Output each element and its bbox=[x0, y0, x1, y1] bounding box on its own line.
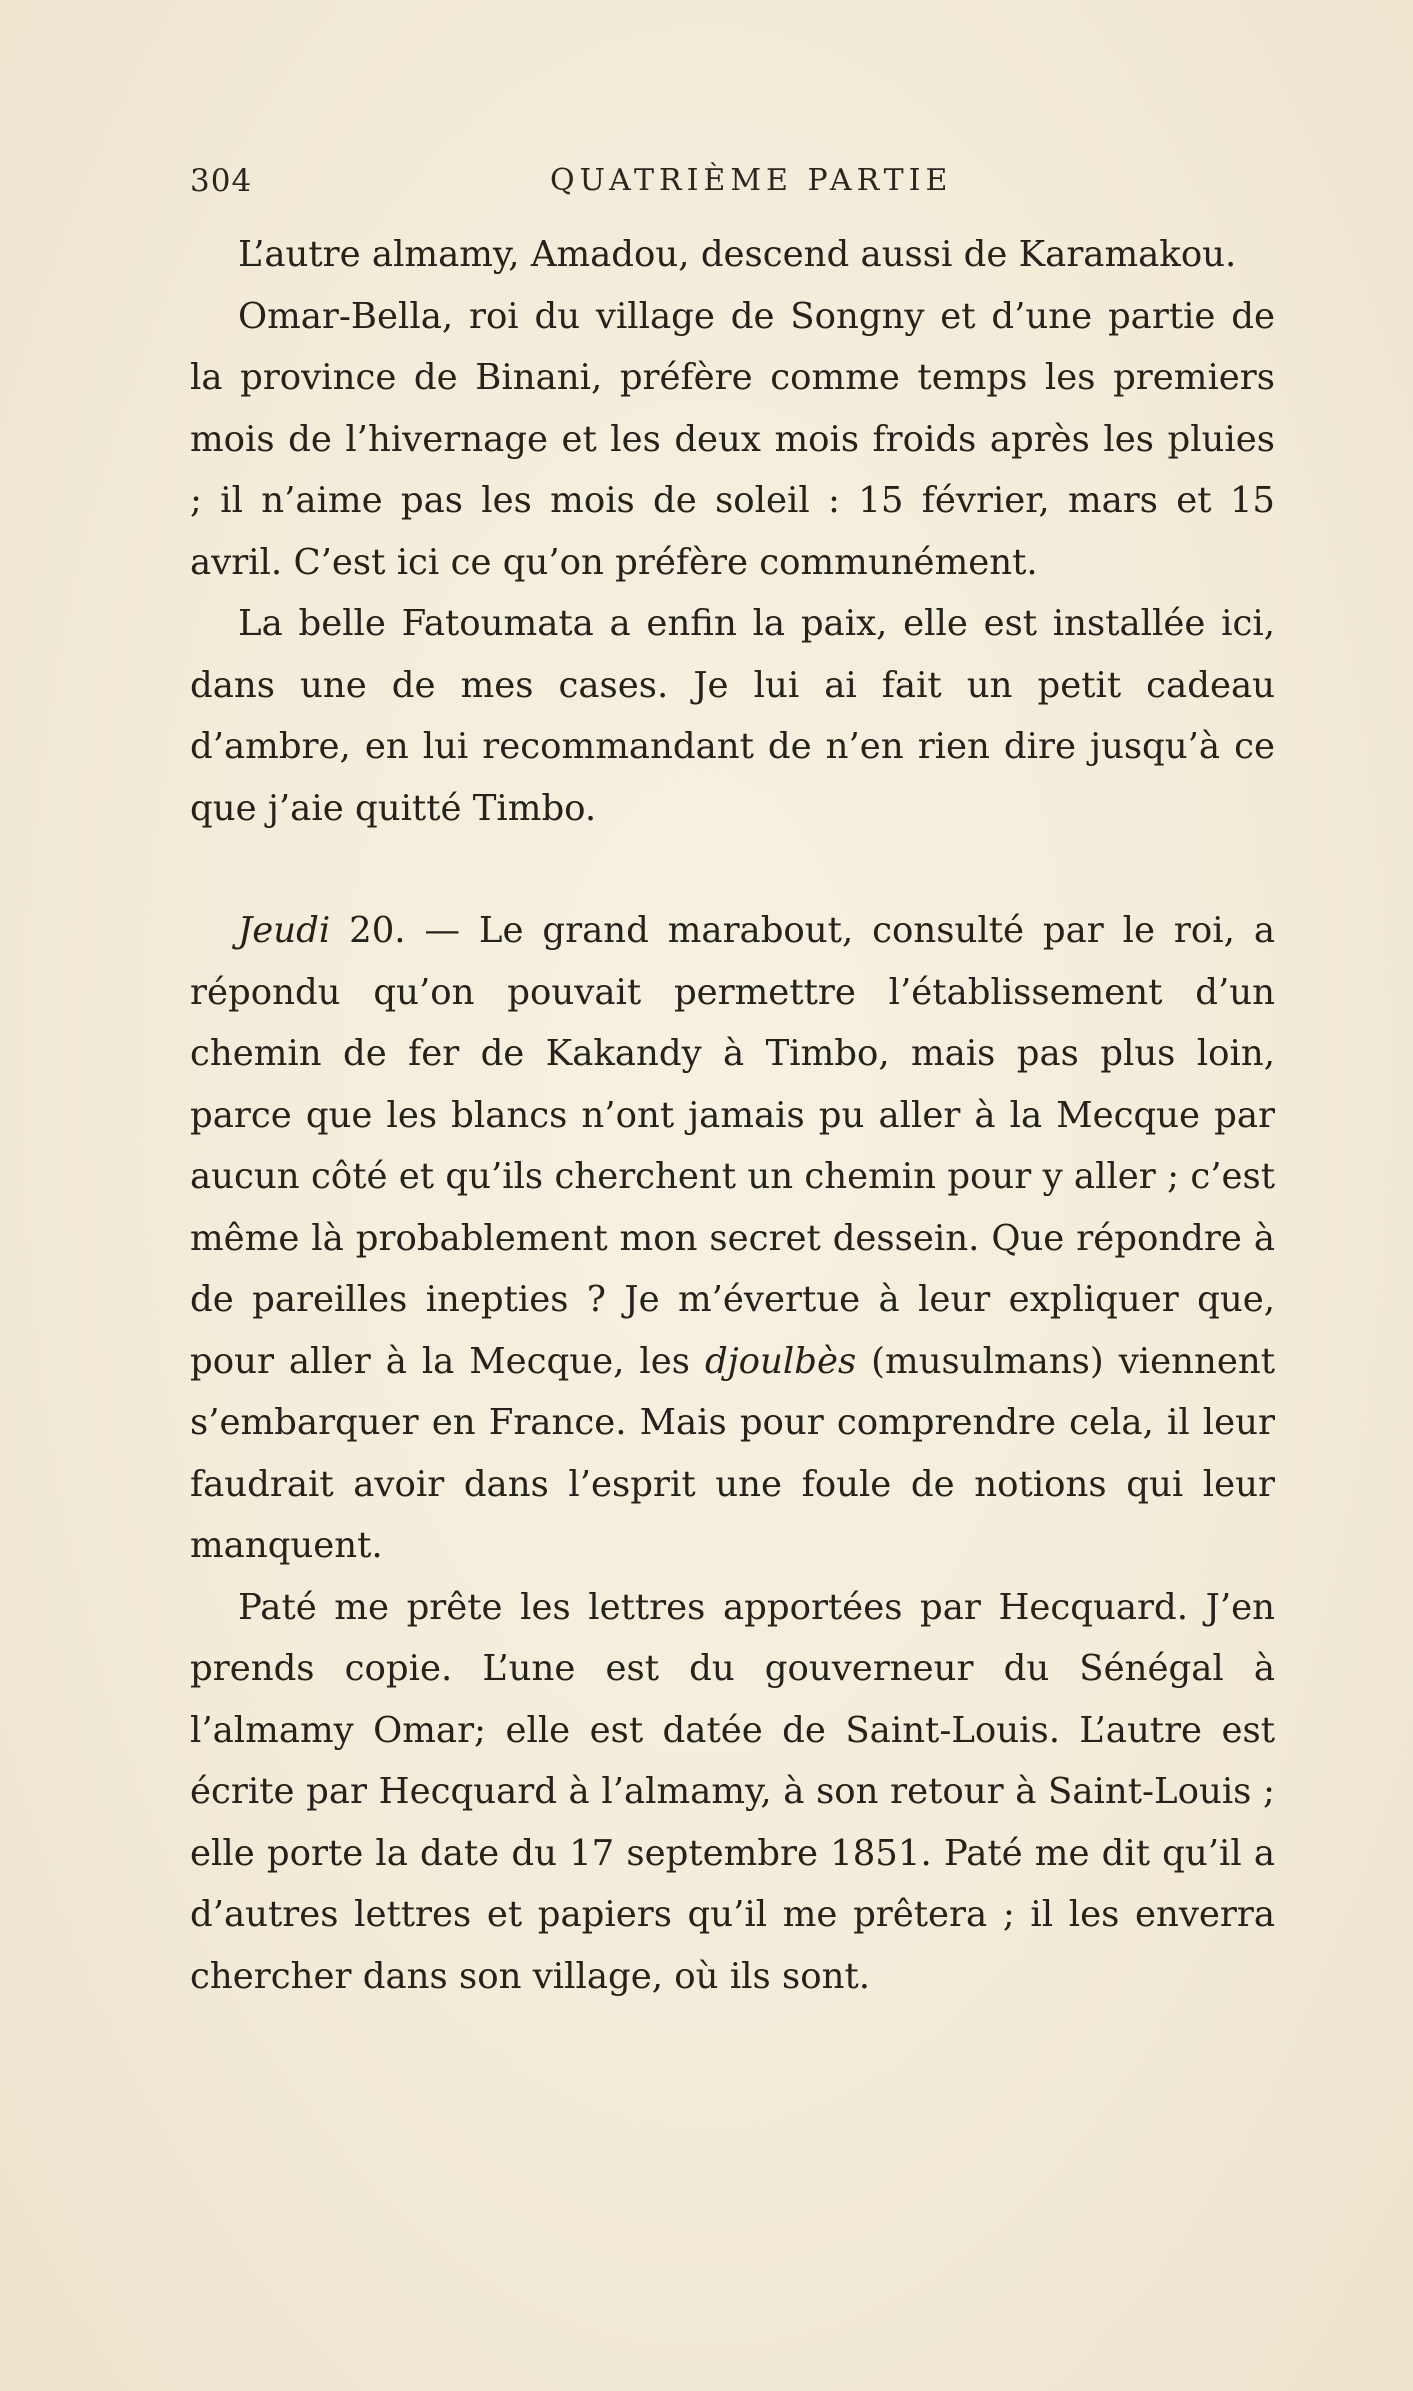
paragraph-1: L’autre almamy, Amadou, descend aussi de Karamakou. bbox=[238, 234, 1237, 275]
paragraph-4-text-a: — Le grand marabout, consulté par le roi, a répondu qu’on pouvait permettre l’établissement d’un chemin de fer de Kakandy à Timbo, mais pas plus loin, parce que les blancs n’ont jamais pu aller à la Mecque par aucun côté et qu’ils cherchent un chemin pour y aller ; c’est même là probablement mon secret dessein. Que répondre à de pareilles inepties ? Je m’évertue à leur expliquer que, pour aller à la Mecque, les bbox=[190, 910, 1275, 1382]
diary-date-weekday: Jeudi bbox=[238, 910, 331, 951]
paragraph-4 bbox=[190, 900, 1275, 1577]
paragraph-2: Omar-Bella, roi du village de Songny et d’une partie de la province de Binani, préfère comme temps les premiers mois de l’hivernage et les deux mois froids après les pluies ; il n’aime pas les mois de soleil : 15 février, mars et 15 avril. C’est ici ce qu’on préfère communément. bbox=[190, 295, 1275, 583]
paragraph-5: Paté me prête les lettres apportées par Hecquard. J’en prends copie. L’une est du gouverneur du Sénégal à l’almamy Omar; elle est datée de Saint-Louis. L’autre est écrite par Hecquard à l’almamy, à son retour à Saint-Louis ; elle porte la date du 17 septembre 1851. Paté me dit qu’il a d’autres lettres et papiers qu’il me prêtera ; il les enverra chercher dans son village, où ils sont. bbox=[190, 1586, 1275, 1997]
page-header bbox=[190, 163, 1275, 207]
paragraph-4-text-b: (musulmans) viennent s’embarquer en France. Mais pour comprendre cela, il leur faudrait avoir dans l’esprit une foule de notions qui leur manquent. bbox=[190, 1340, 1275, 1566]
body-text bbox=[190, 224, 1275, 2007]
paragraph-3: La belle Fatoumata a enfin la paix, elle est installée ici, dans une de mes cases. Je lui ai fait un petit cadeau d’ambre, en lui recommandant de n’en rien dire jusqu’à ce que j’aie quitté Timbo. bbox=[190, 603, 1275, 829]
running-head: QUATRIÈME PARTIE bbox=[550, 163, 953, 198]
italic-term: djoulbès bbox=[704, 1340, 857, 1382]
diary-date-day: 20. bbox=[330, 910, 406, 951]
page-number: 304 bbox=[190, 163, 253, 199]
